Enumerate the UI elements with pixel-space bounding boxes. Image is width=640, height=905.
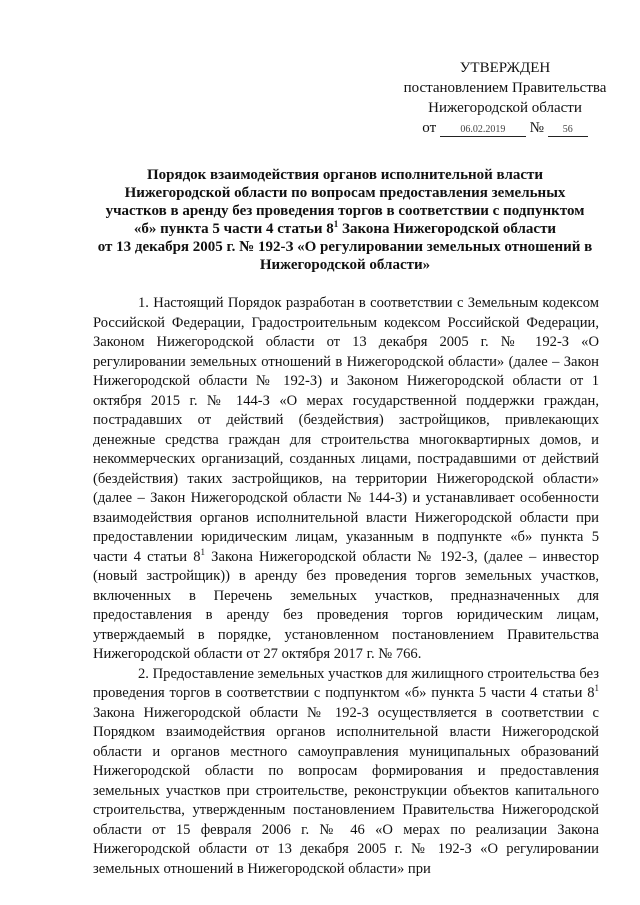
approval-stamp [390, 58, 620, 138]
title-line-text: Закона Нижегородской области [338, 221, 557, 237]
approval-number-label: № [529, 120, 544, 136]
approval-number-field: 56 [548, 124, 588, 137]
document-body [93, 294, 599, 879]
paragraph-text: 2. Предоставление земельных участков для жилищного строительства без проведения торгов в соответствии с подпунктом «б» пункта 5 части 4 статьи 8 [93, 665, 599, 701]
paragraph-superscript: 1 [594, 683, 599, 694]
title-line: Нижегородской области» [259, 257, 431, 273]
paragraph-text: Закона Нижегородской области № 192-З, (далее – инвестор (новый застройщик)) в аренду без проведения торгов земельных участков, включенных в Перечень земельных участков, предназначенных для предоставления в аренду без проведения торгов юридическим лицам, утверждаемый в порядке, установленном постановлением Правительства Нижегородской области от 27 октября 2017 г. № 766. [93, 548, 599, 662]
title-line: от 13 декабря 2005 г. № 192-З «О регулировании земельных отношений в [97, 239, 593, 255]
paragraph-text: 1. Настоящий Порядок разработан в соответствии с Земельным кодексом Российской Федерации, Градостроительным кодексом Российской Федерации, Законом Нижегородской области от 13 декабря 2005 г. № 192-З «О регулировании земельных отношений в Нижегородской области» (далее – Закон Нижегородской области № 192-З) и Законом Нижегородской области от 1 октября 2015 г. № 144-З «О мерах государственной поддержки граждан, пострадавших от действий (бездействия) застройщиков, привлекающих денежные средства граждан для строительства многоквартирных домов, и некоммерческих организаций, созданных лицами, пострадавшими от действий (бездействия) таких застройщиков, на территории Нижегородской области» (далее – Закон Нижегородской области № 144-З) и устанавливает особенности взаимодействия органов исполнительной власти Нижегородской области при предоставлении юридическим лицам, указанным в подпункте «б» пункта 5 части 4 статьи 8 [93, 295, 599, 565]
approval-decree-line: постановлением Правительства [403, 80, 607, 96]
paragraph-1 [93, 294, 599, 665]
paragraph-superscript: 1 [200, 546, 206, 557]
title-line: участков в аренду без проведения торгов в соответствии с подпунктом [105, 203, 585, 219]
approval-date-field: 06.02.2019 [440, 124, 526, 137]
title-line: Порядок взаимодействия органов исполнительной власти [146, 167, 544, 183]
document-title [80, 166, 610, 274]
title-line [80, 220, 610, 238]
paragraph-2 [93, 665, 599, 880]
approval-heading: УТВЕРЖДЕН [459, 60, 551, 76]
approval-date-line [390, 118, 620, 138]
paragraph-text: Закона Нижегородской области № 192-З осуществляется в соответствии с Порядком взаимодействия органов исполнительной власти Нижегородской области и органов местного самоуправления муниципальных образований Нижегородской области по вопросам формирования и предоставления земельных участков при строительстве, реконструкции объектов капитального строительства, утвержденным постановлением Правительства Нижегородской области от 15 февраля 2006 г. № 46 «О мерах по реализации Закона Нижегородской области от 13 декабря 2005 г. № 192-З «О регулировании земельных отношений в Нижегородской области» при [93, 704, 599, 877]
title-superscript: 1 [333, 219, 339, 229]
title-line: Нижегородской области по вопросам предоставления земельных [124, 185, 566, 201]
approval-from-label: от [422, 120, 437, 136]
title-line-text: «б» пункта 5 части 4 статьи 8 [133, 221, 334, 237]
approval-region-line: Нижегородской области [428, 100, 582, 116]
